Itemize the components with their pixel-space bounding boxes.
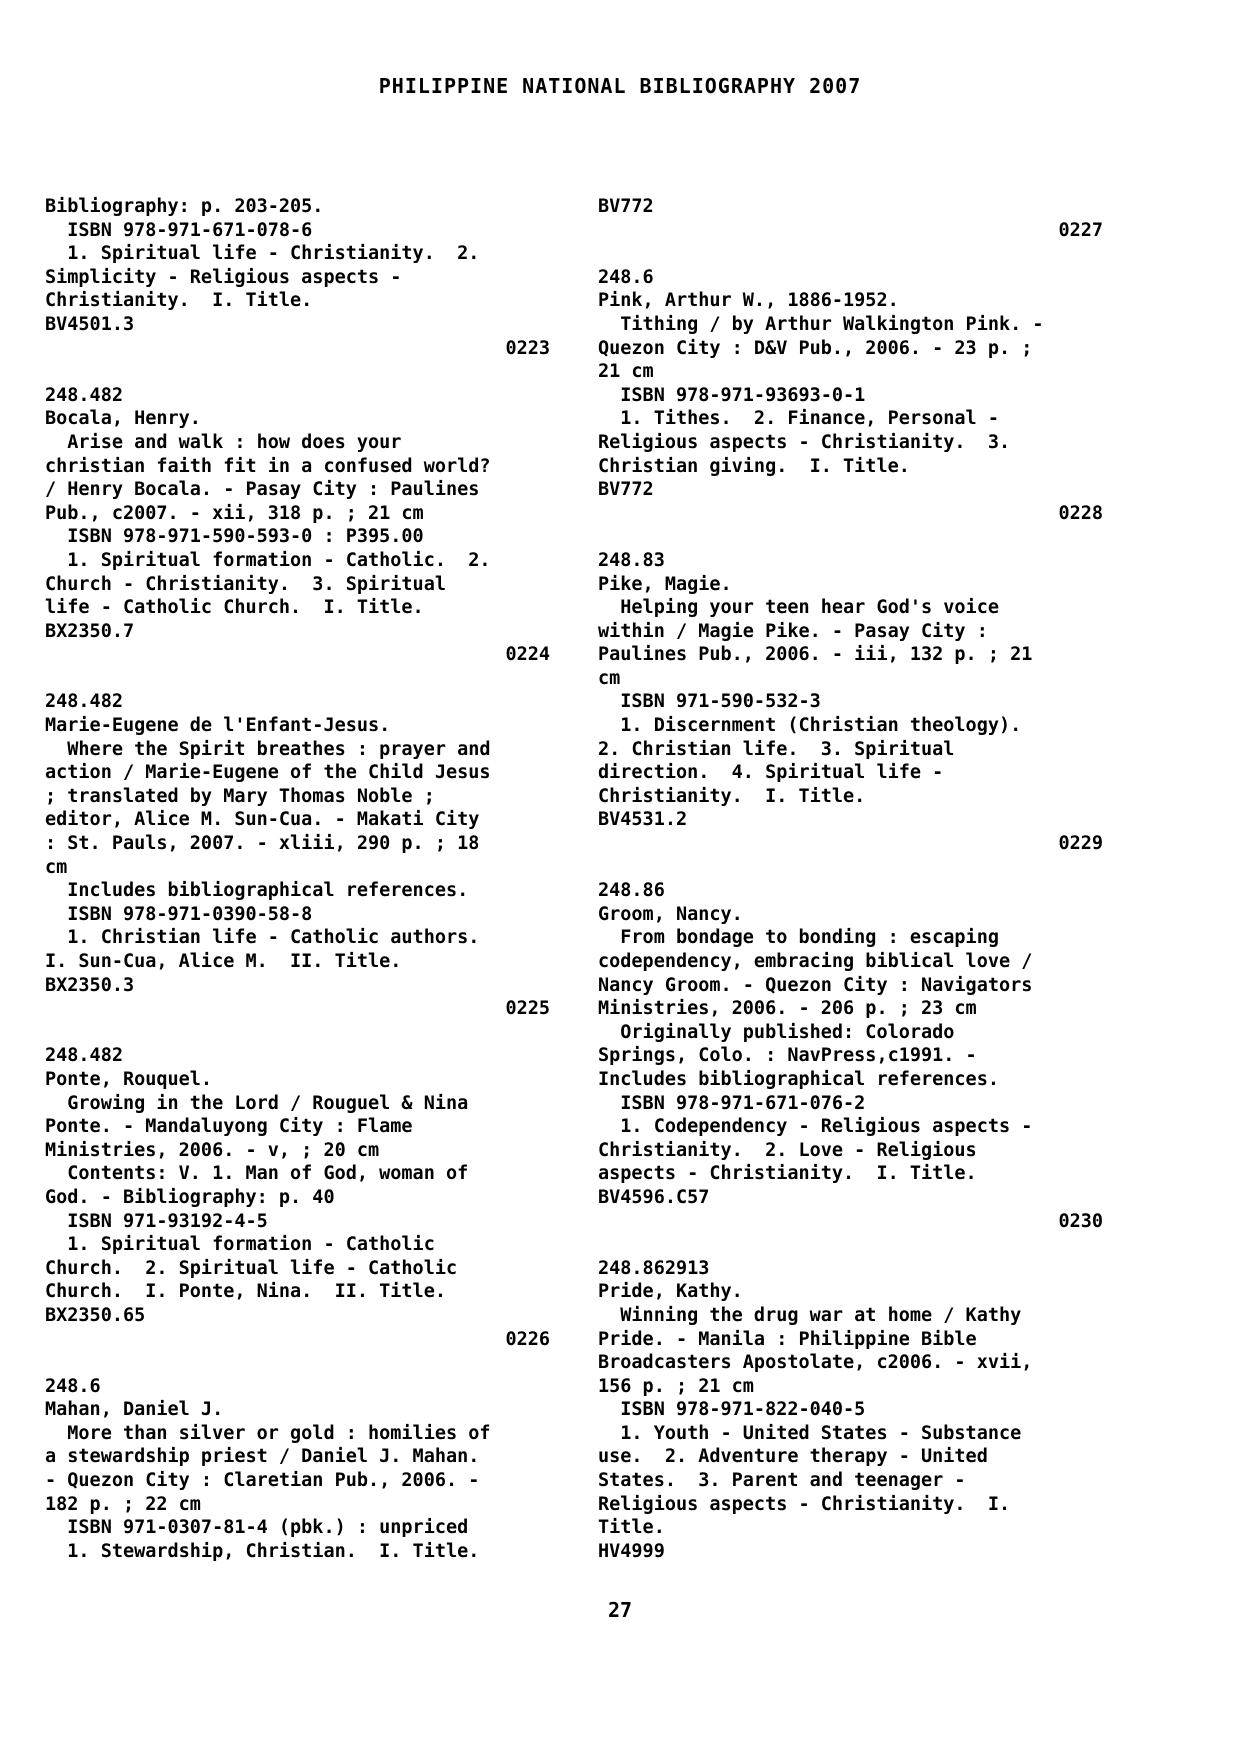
entry-number: 0230 [1058,1210,1103,1232]
entry-line: 2. Christian life. 3. Spiritual [598,738,955,760]
entry-line: Christian giving. I. Title. [598,455,910,477]
entry-gap [598,242,1103,266]
entry-line: 1. Spiritual life - Christianity. 2. [45,243,480,265]
entry-number: 0229 [1058,833,1103,855]
entry-line: within / Magie Pike. - Pasay City : [598,620,988,642]
entry-gap [598,1233,1103,1257]
entry-line: 1. Tithes. 2. Finance, Personal - [598,408,999,430]
entry-line: 1. Stewardship, Christian. I. Title. [45,1540,480,1562]
entry-line: Simplicity - Religious aspects - [45,266,402,288]
entry-line: ; translated by Mary Thomas Noble ; [45,785,435,807]
entry-number: 0228 [1058,502,1103,524]
entry-line: Pike, Magie. [598,573,732,595]
entry-line: 248.482 [45,1045,123,1067]
entry-number: 0227 [1058,219,1103,241]
entry-line: Marie-Eugene de l'Enfant-Jesus. [45,715,391,737]
entry-line: 1. Christian life - Catholic authors. [45,927,480,949]
entry-line: ISBN 978-971-671-078-6 [45,219,313,241]
entry-line: life - Catholic Church. I. Title. [45,597,424,619]
entry-line: States. 3. Parent and teenager - [598,1470,966,1492]
right-column [598,195,1103,1563]
entry-line: aspects - Christianity. I. Title. [598,1163,977,1185]
entry-line: / Henry Bocala. - Pasay City : Paulines [45,479,480,501]
entry-line: Originally published: Colorado [598,1021,955,1043]
entry-line: 156 p. ; 21 cm [598,1375,754,1397]
entry-number: 0225 [505,998,550,1020]
entry-line: 248.86 [598,880,665,902]
entry-line: Groom, Nancy. [598,903,743,925]
entry-line: editor, Alice M. Sun-Cua. - Makati City [45,809,480,831]
entry-line: 1. Codependency - Religious aspects - [598,1116,1033,1138]
entry-line: BV4531.2 [598,809,688,831]
entry-gap [45,667,550,691]
entry-line: 248.862913 [598,1257,710,1279]
entry-line: Contents: V. 1. Man of God, woman of [45,1163,469,1185]
entry-line: ISBN 971-93192-4-5 [45,1210,268,1232]
entry-line: Religious aspects - Christianity. I. [598,1493,1011,1515]
entry-gap [598,856,1103,880]
entry-line: Church - Christianity. 3. Spiritual [45,573,446,595]
entry-line: Christianity. I. Title. [45,290,313,312]
entry-line: Christianity. 2. Love - Religious [598,1139,977,1161]
entry-line: Christianity. I. Title. [598,785,866,807]
entry-line: ISBN 978-971-822-040-5 [598,1399,866,1421]
entry-line: Bibliography: p. 203-205. [45,196,324,217]
entry-line: ISBN 978-971-0390-58-8 [45,903,313,925]
entry-line: Where the Spirit breathes : prayer and [45,738,491,760]
entry-line: cm [598,667,621,689]
entry-line: ISBN 971-590-532-3 [598,691,821,713]
entry-line: 248.482 [45,384,123,406]
entry-line: BV4501.3 [45,313,135,335]
entry-line: 1. Discernment (Christian theology). [598,715,1022,737]
entry-line: Ministries, 2006. - v, ; 20 cm [45,1139,380,1161]
entry-line: Ponte, Rouquel. [45,1068,213,1090]
entry-line: Pub., c2007. - xii, 318 p. ; 21 cm [45,502,424,524]
entry-line: codependency, embracing biblical love / [598,951,1033,972]
entry-number: 0223 [505,337,550,359]
entry-line: BV4596.C57 [598,1186,710,1208]
entry-line: Helping your teen hear God's voice [598,597,999,619]
entry-line: christian faith fit in a confused world? [45,455,491,477]
entry-line: - Quezon City : Claretian Pub., 2006. - [45,1470,480,1492]
entry-line: More than silver or gold : homilies of [45,1422,491,1444]
entry-line: a stewardship priest / Daniel J. Mahan. [45,1446,480,1468]
entry-number: 0226 [505,1328,550,1350]
entry-line: Religious aspects - Christianity. 3. [598,431,1011,453]
entry-line: Nancy Groom. - Quezon City : Navigators [598,974,1033,996]
entry-gap [45,360,550,384]
entry-line: Pride, Kathy. [598,1281,743,1303]
left-column [45,195,550,1563]
entry-line: Broadcasters Apostolate, c2006. - xvii, [598,1352,1033,1374]
entry-line: Includes bibliographical references. [598,1068,999,1090]
entry-line: BX2350.65 [45,1304,146,1326]
entry-line: Church. 2. Spiritual life - Catholic [45,1257,458,1279]
entry-gap [45,1351,550,1375]
entry-line: Pink, Arthur W., 1886-1952. [598,290,899,312]
entry-line: ISBN 978-971-590-593-0 : P395.00 [45,526,424,548]
entry-line: 1. Spiritual formation - Catholic. 2. [45,549,491,571]
entry-line: Bocala, Henry. [45,408,201,430]
entry-line: Includes bibliographical references. [45,880,469,902]
entry-line: cm [45,856,68,878]
entry-gap [598,525,1103,549]
entry-line: Growing in the Lord / Rouguel & Nina [45,1092,469,1114]
entry-line: HV4999 [598,1540,665,1562]
entry-line: 182 p. ; 22 cm [45,1493,201,1515]
page-number: 27 [607,1598,633,1622]
entry-line: Arise and walk : how does your [45,431,402,453]
entry-line: ISBN 978-971-671-076-2 [598,1092,866,1114]
entry-line: Winning the drug war at home / Kathy [598,1304,1022,1326]
entry-line: 248.6 [598,266,654,288]
entry-line: Tithing / by Arthur Walkington Pink. - [598,313,1044,335]
entry-line: Title. [598,1517,665,1539]
entry-line: I. Sun-Cua, Alice M. II. Title. [45,951,402,972]
entry-line: God. - Bibliography: p. 40 [45,1186,335,1208]
entry-line: 248.6 [45,1375,101,1397]
entry-line: BV772 [598,196,654,217]
entry-line: From bondage to bonding : escaping [598,927,999,949]
entry-line: Quezon City : D&V Pub., 2006. - 23 p. ; [598,337,1033,359]
entry-line: ISBN 971-0307-81-4 (pbk.) : unpriced [45,1517,469,1539]
entry-line: direction. 4. Spiritual life - [598,762,944,784]
entry-line: BX2350.7 [45,620,135,642]
entry-line: Pride. - Manila : Philippine Bible [598,1328,977,1350]
entry-line: 248.83 [598,549,665,571]
entry-number: 0224 [505,644,550,666]
entry-line: Mahan, Daniel J. [45,1399,224,1421]
page-header: PHILIPPINE NATIONAL BIBLIOGRAPHY 2007 [378,74,862,98]
entry-gap [45,1021,550,1045]
entry-line: Ministries, 2006. - 206 p. ; 23 cm [598,998,977,1020]
entry-line: Springs, Colo. : NavPress,c1991. - [598,1045,977,1067]
entry-line: action / Marie-Eugene of the Child Jesus [45,762,491,784]
entry-line: Church. I. Ponte, Nina. II. Title. [45,1281,446,1303]
entry-line: BX2350.3 [45,974,135,996]
entry-line: 248.482 [45,691,123,713]
entry-line: use. 2. Adventure therapy - United [598,1446,988,1468]
entry-line: 21 cm [598,361,654,383]
entry-line: BV772 [598,479,654,501]
entry-line: Paulines Pub., 2006. - iii, 132 p. ; 21 [598,644,1033,666]
entry-line: 1. Spiritual formation - Catholic [45,1234,435,1256]
entry-line: ISBN 978-971-93693-0-1 [598,384,866,406]
entry-line: : St. Pauls, 2007. - xliii, 290 p. ; 18 [45,833,480,855]
entry-line: 1. Youth - United States - Substance [598,1422,1022,1444]
entry-line: Ponte. - Mandaluyong City : Flame [45,1116,413,1138]
